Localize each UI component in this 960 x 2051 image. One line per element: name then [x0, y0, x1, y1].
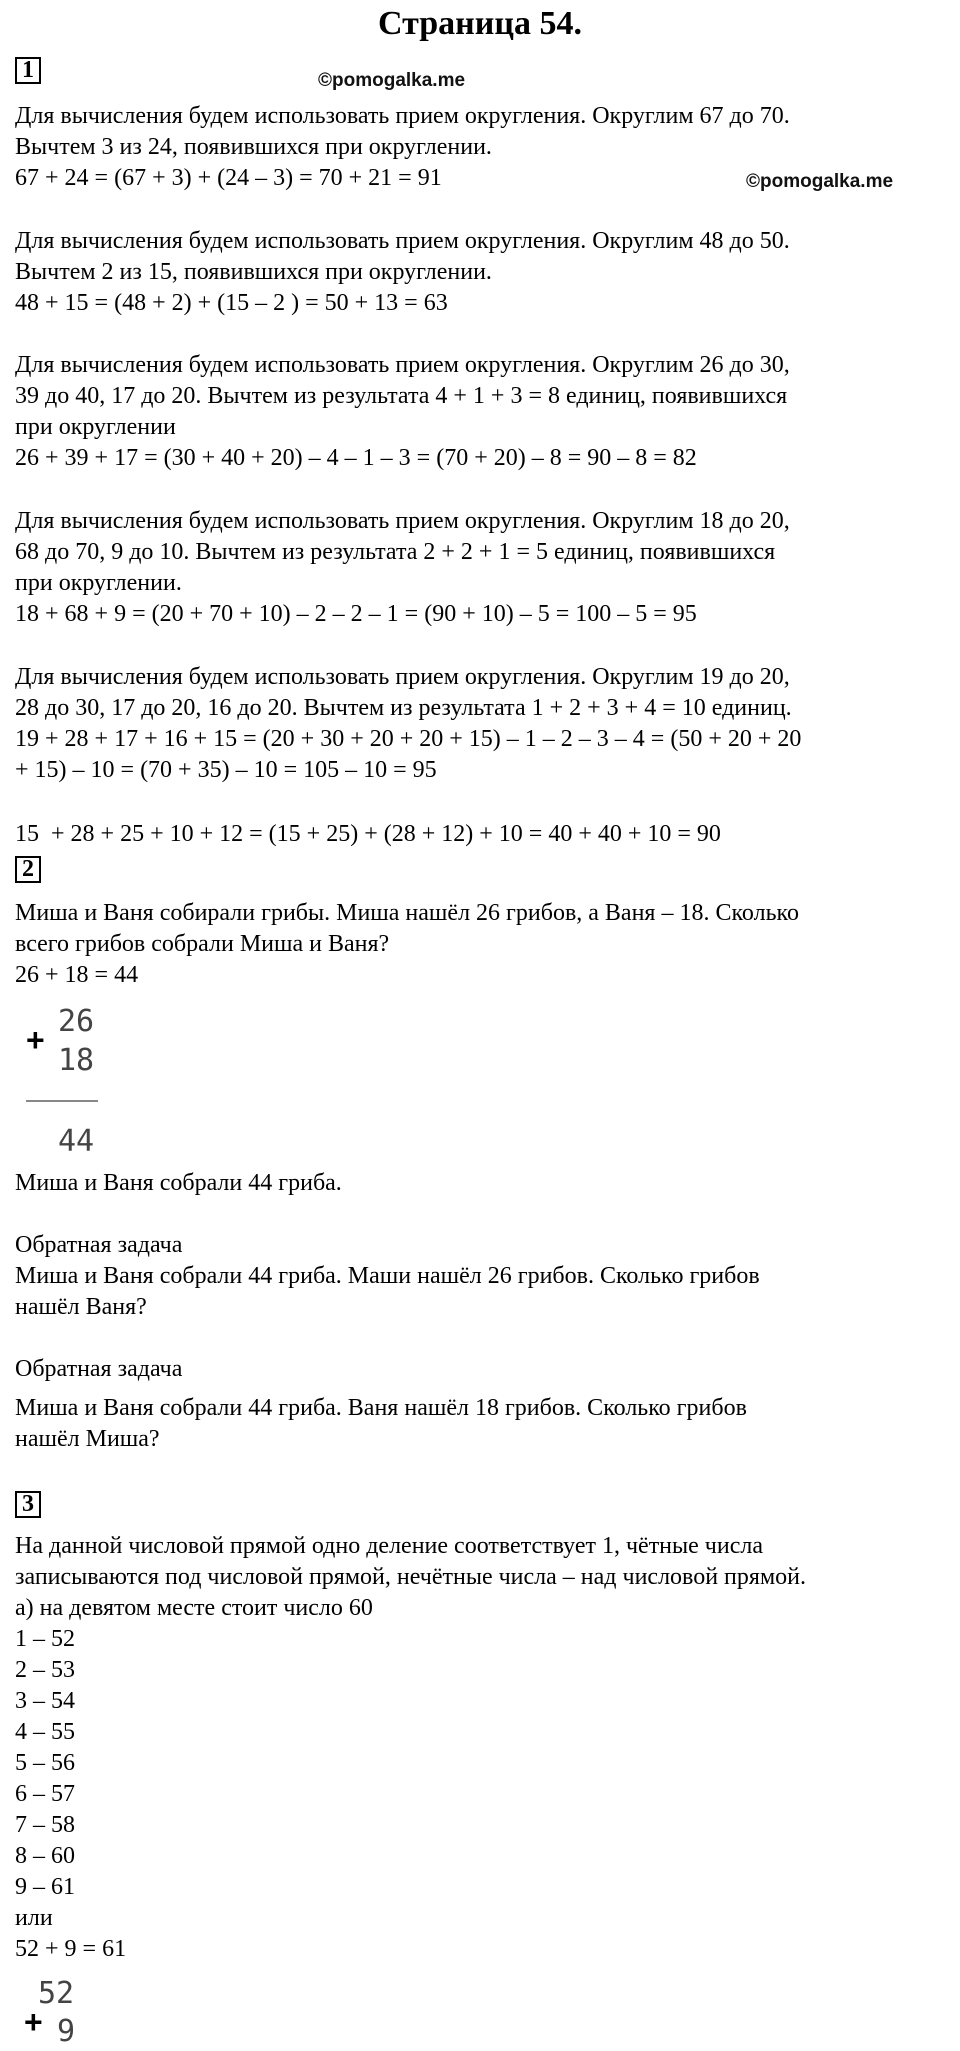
text-line: 68 до 70, 9 до 10. Вычтем из результата 2 + 2 + 1 = 5 единиц, появившихся — [15, 539, 776, 565]
text-line: Для вычисления будем использовать прием округления. Округлим 67 до 70. — [15, 103, 790, 129]
text-line: Миша и Ваня собирали грибы. Миша нашёл 26 грибов, а Ваня – 18. Сколько — [15, 900, 799, 926]
equation-line: + 15) – 10 = (70 + 35) – 10 = 105 – 10 = 95 — [15, 757, 437, 783]
text-line: Миша и Ваня собрали 44 гриба. Маши нашёл 26 грибов. Сколько грибов — [15, 1263, 760, 1289]
list-item: 3 – 54 — [15, 1688, 75, 1714]
list-item: 4 – 55 — [15, 1719, 75, 1745]
text-line: 28 до 30, 17 до 20, 16 до 20. Вычтем из результата 1 + 2 + 3 + 4 = 10 единиц. — [15, 695, 792, 721]
paragraph-5 — [15, 662, 950, 786]
paragraph-1 — [15, 101, 950, 194]
text-line: при округлении — [15, 414, 176, 440]
section-number-1: 1 — [15, 57, 41, 84]
text-line: На данной числовой прямой одно деление соответствует 1, чётные числа — [15, 1533, 763, 1559]
text-line: 39 до 40, 17 до 20. Вычтем из результата 4 + 1 + 3 = 8 единиц, появившихся — [15, 383, 788, 409]
equation-line: 26 + 39 + 17 = (30 + 40 + 20) – 4 – 1 – 3 = (70 + 20) – 8 = 90 – 8 = 82 — [15, 445, 697, 471]
inverse-task-2-heading — [15, 1354, 950, 1385]
subheading: Обратная задача — [15, 1356, 183, 1382]
watermark: ©pomogalka.me — [318, 70, 466, 91]
text-line: а) на девятом месте стоит число 60 — [15, 1595, 373, 1621]
equation-line: 15 + 28 + 25 + 10 + 12 = (15 + 25) + (28 + 12) + 10 = 40 + 40 + 10 = 90 — [15, 821, 721, 847]
text-line: Для вычисления будем использовать прием округления. Округлим 26 до 30, — [15, 352, 790, 378]
text-line: Для вычисления будем использовать прием округления. Округлим 48 до 50. — [15, 228, 790, 254]
equation-line: 19 + 28 + 17 + 16 + 15 = (20 + 30 + 20 + 20 + 15) – 1 – 2 – 3 – 4 = (50 + 20 + 20 — [15, 726, 802, 752]
column-bottom-number: 18 — [58, 1043, 95, 1078]
text-line: или — [15, 1905, 53, 1931]
list-item: 6 – 57 — [15, 1781, 75, 1807]
watermark: ©pomogalka.me — [746, 171, 894, 192]
text-line: Для вычисления будем использовать прием округления. Округлим 18 до 20, — [15, 508, 790, 534]
list-item: 7 – 58 — [15, 1812, 75, 1838]
column-top-number: 26 — [58, 1004, 95, 1039]
section-number-3: 3 — [15, 1491, 41, 1518]
text-line: Для вычисления будем использовать прием округления. Округлим 19 до 20, — [15, 664, 790, 690]
text-line: Миша и Ваня собрали 44 гриба. — [15, 1170, 342, 1196]
plus-sign: + — [24, 2004, 43, 2040]
text-line: Вычтем 2 из 15, появившихся при округлении. — [15, 259, 492, 285]
text-line: при округлении. — [15, 570, 182, 596]
list-item: 1 – 52 — [15, 1626, 75, 1652]
plus-sign: + — [26, 1022, 45, 1058]
list-item: 9 – 61 — [15, 1874, 75, 1900]
column-bottom-number: 9 — [57, 2014, 76, 2049]
column-divider — [26, 1100, 98, 1102]
list-item: 2 – 53 — [15, 1657, 75, 1683]
task-3 — [15, 1531, 950, 1965]
paragraph-3 — [15, 350, 950, 474]
text-line: нашёл Миша? — [15, 1426, 160, 1452]
inverse-task-1 — [15, 1230, 950, 1323]
paragraph-2 — [15, 226, 950, 319]
text-line: Миша и Ваня собрали 44 гриба. Ваня нашёл 18 грибов. Сколько грибов — [15, 1395, 747, 1421]
paragraph-4 — [15, 506, 950, 630]
text-line: всего грибов собрали Миша и Ваня? — [15, 931, 390, 957]
list-item: 5 – 56 — [15, 1750, 75, 1776]
paragraph-6 — [15, 819, 950, 850]
text-line: Вычтем 3 из 24, появившихся при округлении. — [15, 134, 492, 160]
equation-line: 48 + 15 = (48 + 2) + (15 – 2 ) = 50 + 13 = 63 — [15, 290, 448, 316]
subheading: Обратная задача — [15, 1232, 183, 1258]
task-2 — [15, 898, 950, 991]
column-result: 44 — [58, 1124, 95, 1159]
answer — [15, 1168, 950, 1199]
column-top-number: 52 — [38, 1976, 75, 2011]
text-line: нашёл Ваня? — [15, 1294, 147, 1320]
equation-line: 18 + 68 + 9 = (20 + 70 + 10) – 2 – 2 – 1 = (90 + 10) – 5 = 100 – 5 = 95 — [15, 601, 697, 627]
text-line: записываются под числовой прямой, нечётные числа – над числовой прямой. — [15, 1564, 806, 1590]
page-title: Страница 54. — [378, 5, 582, 42]
inverse-task-2 — [15, 1393, 950, 1455]
list-item: 8 – 60 — [15, 1843, 75, 1869]
equation-line: 52 + 9 = 61 — [15, 1936, 127, 1962]
equation-line: 67 + 24 = (67 + 3) + (24 – 3) = 70 + 21 = 91 — [15, 165, 442, 191]
section-number-2: 2 — [15, 856, 41, 883]
equation-line: 26 + 18 = 44 — [15, 962, 139, 988]
